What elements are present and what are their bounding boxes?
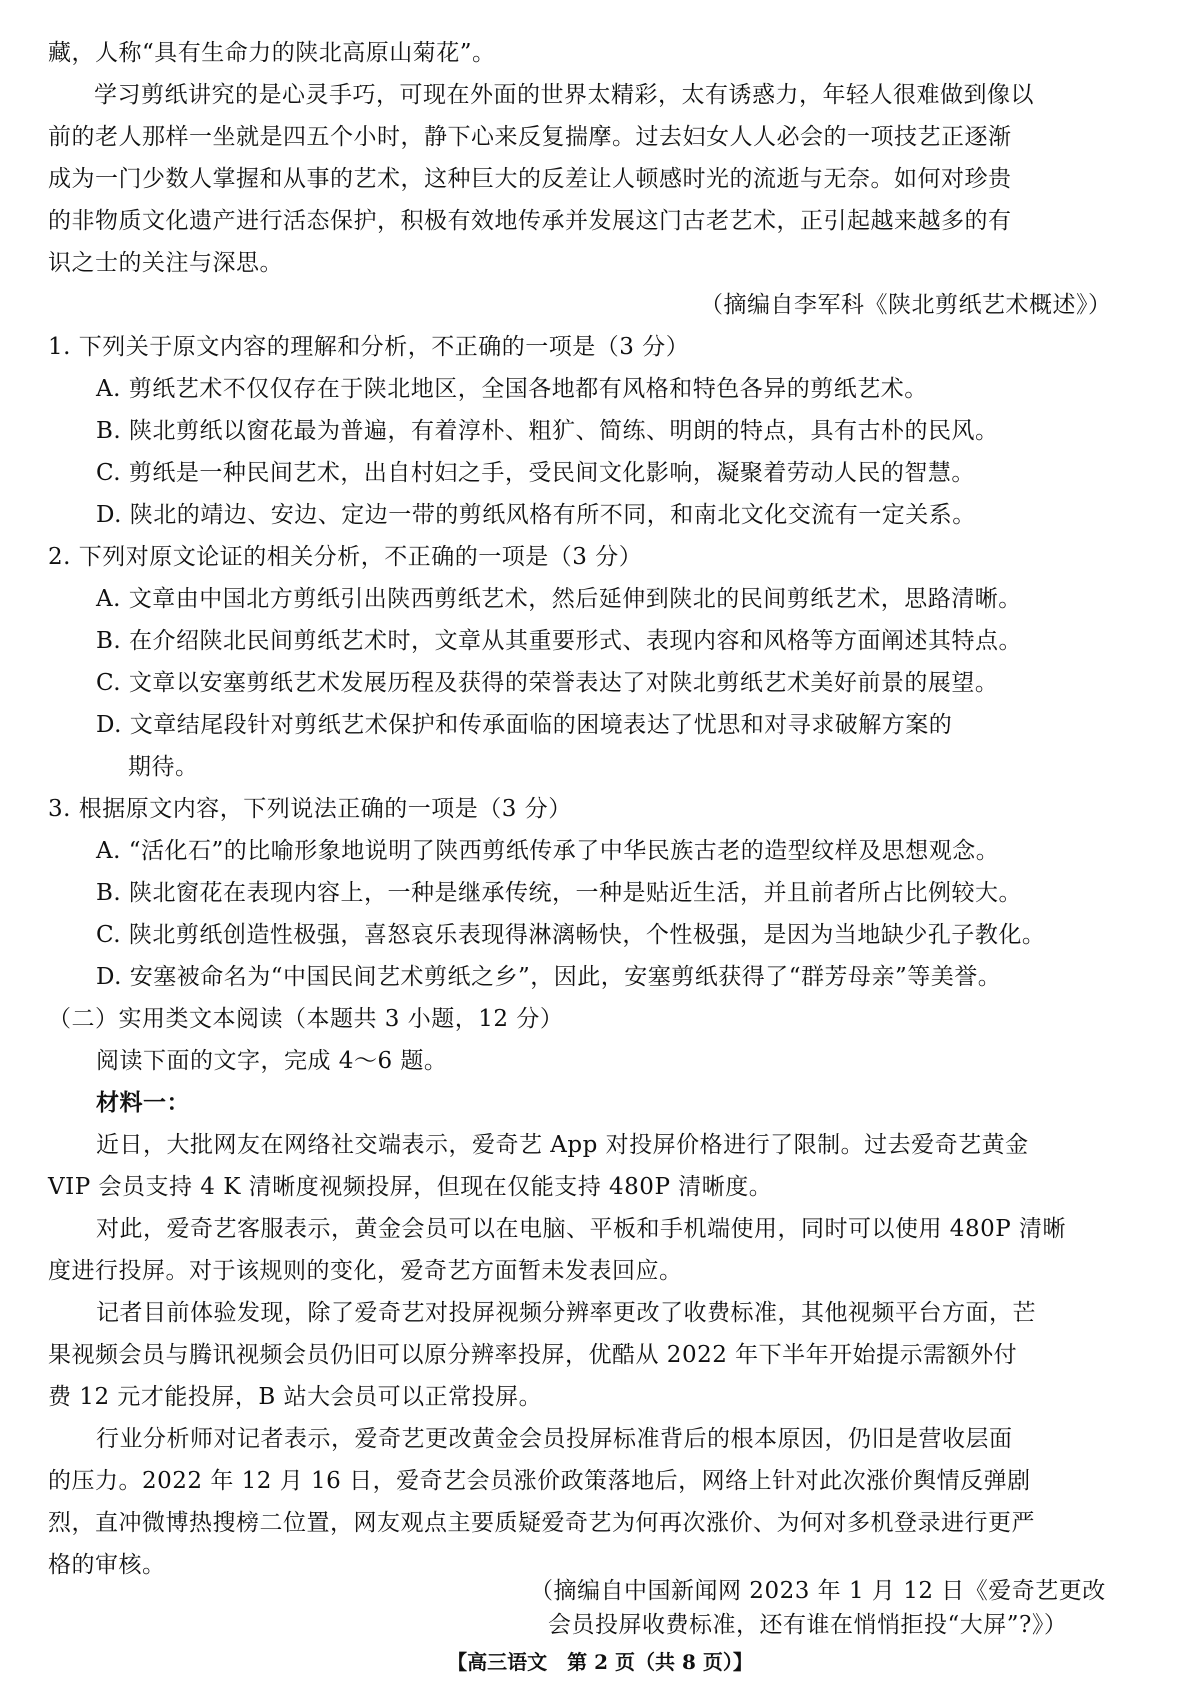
question-option-continuation: 期待。 <box>128 754 199 780</box>
material-line: 度进行投屏。对于该规则的变化，爱奇艺方面暂未发表回应。 <box>48 1258 683 1284</box>
question-option: A. 文章由中国北方剪纸引出陕西剪纸艺术，然后延伸到陕北的民间剪纸艺术，思路清晰。 <box>96 586 1022 612</box>
question-option: A. 剪纸艺术不仅仅存在于陕北地区，全国各地都有风格和特色各异的剪纸艺术。 <box>96 376 928 402</box>
question-stem: 2. 下列对原文论证的相关分析，不正确的一项是（3 分） <box>48 544 643 570</box>
material-line: 果视频会员与腾讯视频会员仍旧可以原分辨率投屏，优酷从 2022 年下半年开始提示需额外付 <box>48 1342 1018 1368</box>
passage-line: 前的老人那样一坐就是四五个小时，静下心来反复揣摩。过去妇女人人必会的一项技艺正逐渐 <box>48 124 1012 150</box>
material-source: （摘编自中国新闻网 2023 年 1 月 12 日《爱奇艺更改 <box>530 1578 1106 1604</box>
passage-line: 藏，人称“具有生命力的陕北高原山菊花”。 <box>48 40 496 66</box>
material-line: 近日，大批网友在网络社交端表示，爱奇艺 App 对投屏价格进行了限制。过去爱奇艺黄金 <box>96 1132 1029 1158</box>
question-option: D. 陕北的靖边、安边、定边一带的剪纸风格有所不同，和南北文化交流有一定关系。 <box>96 502 976 528</box>
passage-line: 的非物质文化遗产进行活态保护，积极有效地传承并发展这门古老艺术，正引起越来越多的有 <box>48 208 1012 234</box>
question-option: B. 在介绍陕北民间剪纸艺术时，文章从其重要形式、表现内容和风格等方面阐述其特点。 <box>96 628 1023 654</box>
question-option: C. 陕北剪纸创造性极强，喜怒哀乐表现得淋漓畅快，个性极强，是因为当地缺少孔子教化。 <box>96 922 1046 948</box>
material-line: 烈，直冲微博热搜榜二位置，网友观点主要质疑爱奇艺为何再次涨价、为何对多机登录进行更严 <box>48 1510 1035 1536</box>
section-instruction: 阅读下面的文字，完成 4～6 题。 <box>96 1048 448 1074</box>
material-line: 的压力。2022 年 12 月 16 日，爱奇艺会员涨价政策落地后，网络上针对此次涨价舆情反弹剧 <box>48 1468 1031 1494</box>
material-line: 行业分析师对记者表示，爱奇艺更改黄金会员投屏标准背后的根本原因，仍旧是营收层面 <box>96 1426 1013 1452</box>
passage-source: （摘编自李军科《陕北剪纸艺术概述》） <box>700 292 1112 318</box>
question-option: B. 陕北窗花在表现内容上，一种是继承传统，一种是贴近生活，并且前者所占比例较大。 <box>96 880 1023 906</box>
passage-line: 成为一门少数人掌握和从事的艺术，这种巨大的反差让人顿感时光的流逝与无奈。如何对珍贵 <box>48 166 1012 192</box>
material-line: VIP 会员支持 4 K 清晰度视频投屏，但现在仅能支持 480P 清晰度。 <box>48 1174 773 1200</box>
question-option: C. 剪纸是一种民间艺术，出自村妇之手，受民间文化影响，凝聚着劳动人民的智慧。 <box>96 460 975 486</box>
material-line: 费 12 元才能投屏，B 站大会员可以正常投屏。 <box>48 1384 543 1410</box>
passage-line: 识之士的关注与深思。 <box>48 250 283 276</box>
material-label: 材料一： <box>96 1089 190 1116</box>
material-line: 记者目前体验发现，除了爱奇艺对投屏视频分辨率更改了收费标准，其他视频平台方面，芒 <box>96 1300 1036 1326</box>
material-line: 对此，爱奇艺客服表示，黄金会员可以在电脑、平板和手机端使用，同时可以使用 480P 清晰 <box>96 1216 1066 1242</box>
page-footer: 【高三语文 第 2 页（共 8 页）】 <box>447 1650 753 1674</box>
material-line: 格的审核。 <box>48 1552 166 1578</box>
question-option: D. 文章结尾段针对剪纸艺术保护和传承面临的困境表达了忧思和对寻求破解方案的 <box>96 712 953 738</box>
question-option: D. 安塞被命名为“中国民间艺术剪纸之乡”，因此，安塞剪纸获得了“群芳母亲”等美誉。 <box>96 964 1002 990</box>
question-stem: 1. 下列关于原文内容的理解和分析，不正确的一项是（3 分） <box>48 334 690 360</box>
material-source: 会员投屏收费标准，还有谁在悄悄拒投“大屏”?》） <box>548 1612 1068 1638</box>
question-option: A. “活化石”的比喻形象地说明了陕西剪纸传承了中华民族古老的造型纹样及思想观念。 <box>96 838 1000 864</box>
passage-line: 学习剪纸讲究的是心灵手巧，可现在外面的世界太精彩，太有诱惑力，年轻人很难做到像以 <box>94 82 1034 108</box>
section-heading: （二）实用类文本阅读（本题共 3 小题，12 分） <box>48 1006 564 1032</box>
question-option: C. 文章以安塞剪纸艺术发展历程及获得的荣誉表达了对陕北剪纸艺术美好前景的展望。 <box>96 670 999 696</box>
question-stem: 3. 根据原文内容，下列说法正确的一项是（3 分） <box>48 796 572 822</box>
question-option: B. 陕北剪纸以窗花最为普遍，有着淳朴、粗犷、简练、明朗的特点，具有古朴的民风。 <box>96 418 999 444</box>
